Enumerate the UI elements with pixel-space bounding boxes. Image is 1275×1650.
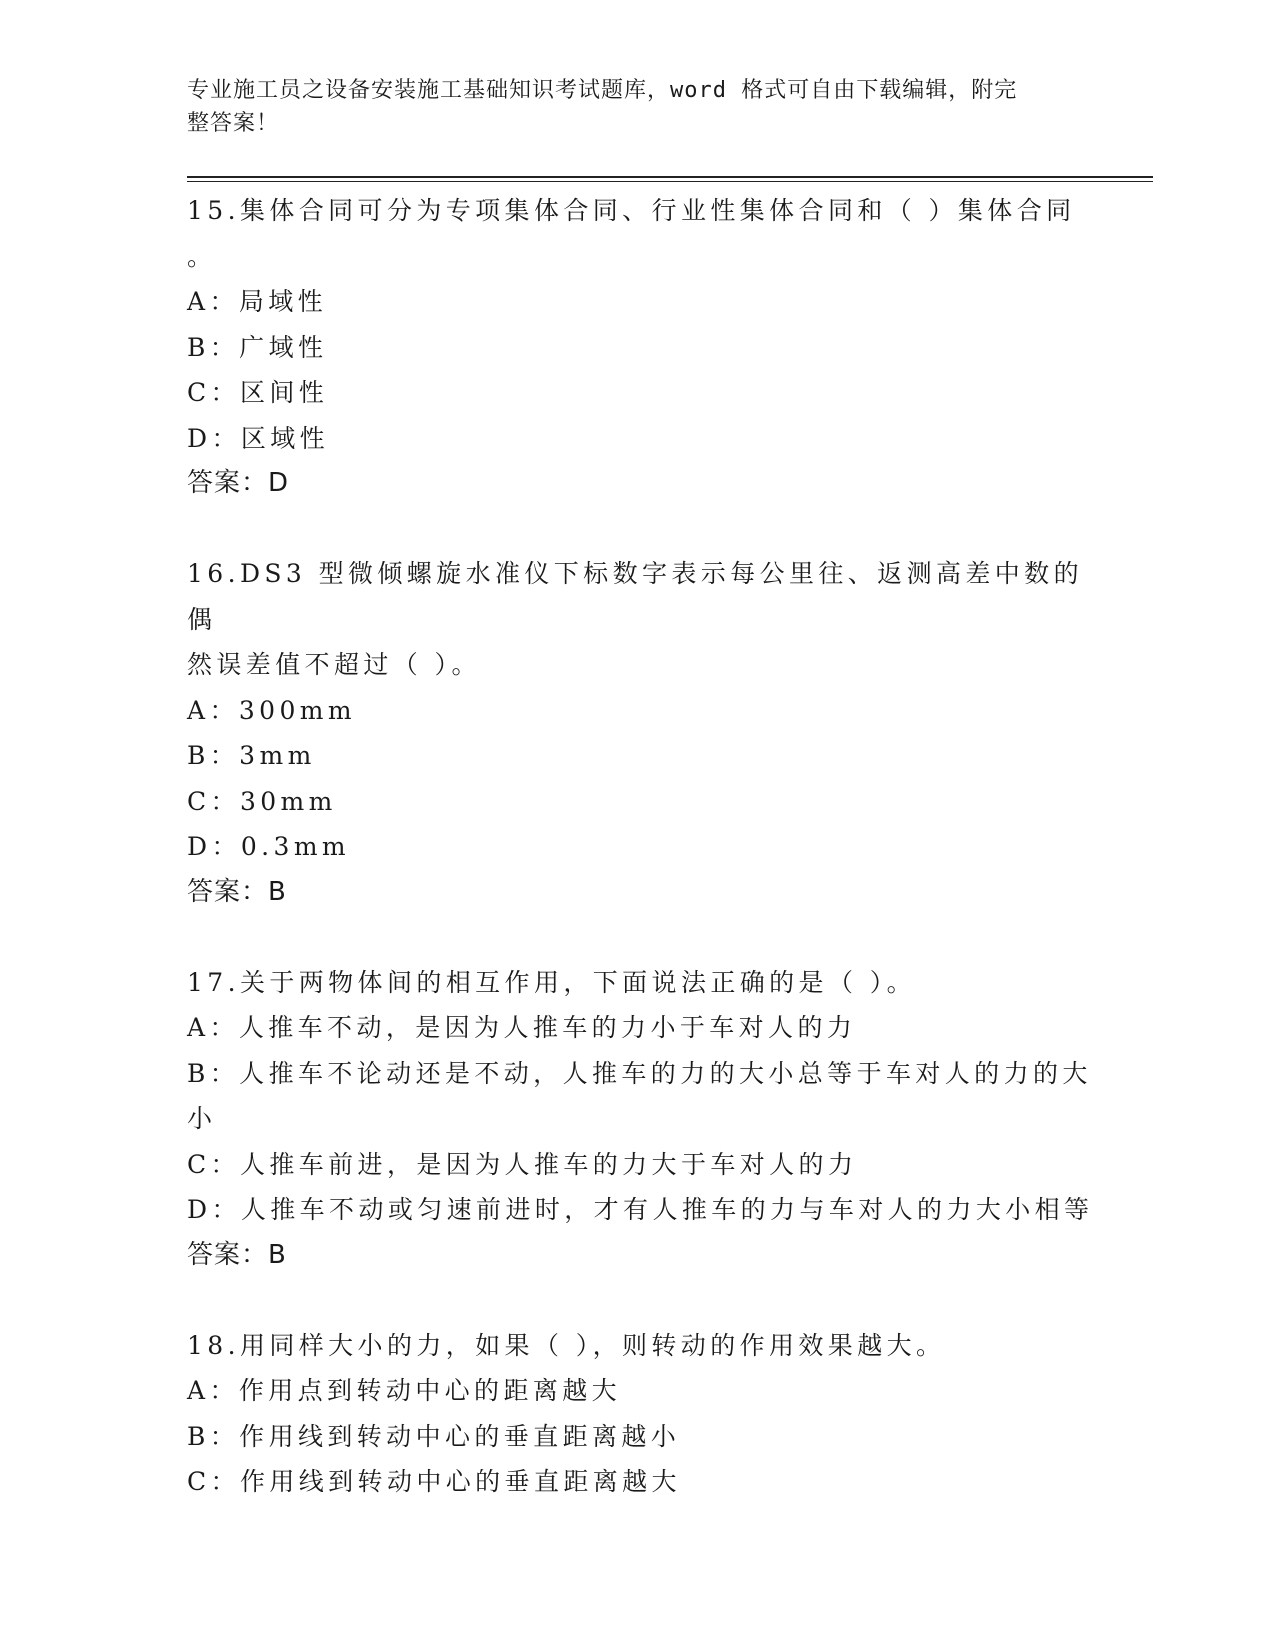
answer-label: 答案：B [187,876,287,907]
option-text: 区域性 [240,423,330,453]
option-letter: A： [187,1376,239,1405]
option-letter: B： [187,741,240,770]
option-a [187,279,1087,325]
question-15 [187,188,1087,506]
option-text: 300mm [238,695,356,725]
question-stem: 18.用同样大小的力，如果（ ），则转动的作用效果越大。 [187,1330,946,1360]
option-text: 作用点到转动中心的距离越大 [238,1376,622,1405]
question-stem-continued: 。 [187,241,217,271]
option-d [187,824,1087,870]
option-b [187,1051,1092,1097]
question-stem: 16.DS3 型微倾螺旋水准仪下标数字表示每公里往、返测高差中数的偶 [187,559,1083,634]
option-letter: C： [187,378,240,407]
option-c [187,779,1087,825]
option-letter: B： [187,1058,240,1088]
option-text: 人推车不动，是因为人推车的力小于车对人的力 [238,1013,857,1042]
option-text: 作用线到转动中心的垂直距离越小 [239,1421,681,1451]
option-text: 0.3mm [240,832,351,861]
option-d [187,416,1087,462]
option-b [187,325,1087,371]
option-letter: D： [187,423,241,453]
option-text: 人推车前进，是因为人推车的力大于车对人的力 [239,1149,858,1179]
option-text: 广域性 [239,332,328,362]
option-text: 人推车不论动还是不动，人推车的力的大小总等于车对人的力的大 [239,1058,1092,1088]
question-stem-continued: 然误差值不超过（ ）。 [187,650,481,679]
option-a [187,1005,1087,1051]
header-line-1: 专业施工员之设备安装施工基础知识考试题库，word 格式可自由下载编辑，附完 [187,78,1018,103]
option-letter: C： [187,1149,240,1179]
option-text: 人推车不动或匀速前进时，才有人推车的力与车对人的力大小相等 [240,1195,1094,1224]
option-letter: A： [187,287,239,316]
option-text: 作用线到转动中心的垂直距离越大 [239,1467,681,1496]
option-letter: B： [187,332,240,362]
option-text: 区间性 [239,378,329,407]
option-text: 30mm [239,786,337,816]
question-spacer [187,506,1087,551]
option-b-continued: 小 [187,1104,217,1133]
option-text: 局域性 [238,287,328,316]
option-letter: D： [187,832,241,861]
answer-label: 答案：D [187,468,290,498]
option-b [187,1414,1087,1460]
option-letter: A： [187,1013,239,1042]
question-spacer [187,915,1087,960]
option-text: 3mm [239,741,316,770]
question-16 [187,551,1087,915]
option-letter: C： [187,1467,240,1496]
option-c [187,1459,1087,1505]
option-b [187,733,1087,779]
question-list [187,188,1094,1505]
header-line-2: 整答案！ [187,111,280,136]
question-spacer [187,1278,1087,1323]
option-letter: C： [187,786,240,816]
question-17 [187,960,1094,1278]
question-stem: 15.集体合同可分为专项集体合同、行业性集体合同和（ ）集体合同 [187,196,1076,225]
question-stem: 17.关于两物体间的相互作用，下面说法正确的是（ ）。 [187,967,917,997]
question-18 [187,1323,1087,1505]
option-letter: A： [187,695,239,725]
answer-label: 答案：B [187,1239,287,1270]
header-divider-thin [187,181,1153,182]
header-divider-thick [187,176,1153,178]
option-letter: B： [187,1421,240,1451]
option-c [187,1142,1087,1188]
option-letter: D： [187,1195,241,1224]
option-a [187,688,1087,734]
option-d [187,1187,1094,1233]
document-header [187,74,1067,140]
option-a [187,1368,1087,1414]
option-c [187,370,1087,416]
